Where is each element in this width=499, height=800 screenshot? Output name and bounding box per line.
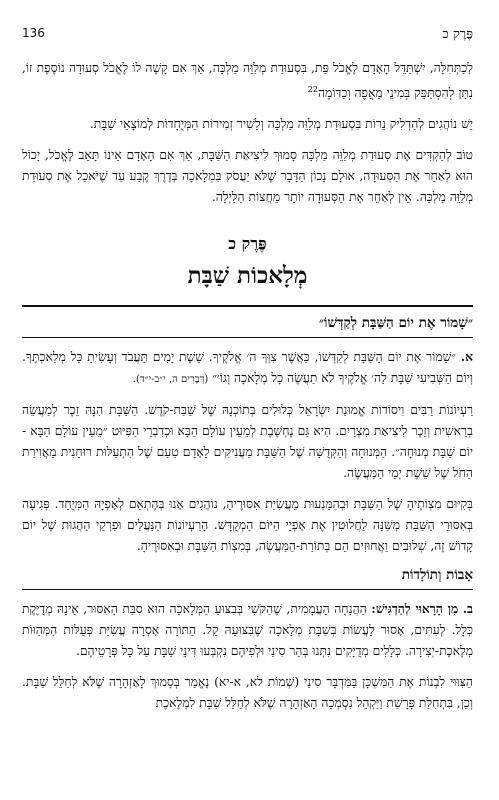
body-paragraph: בְּקִיּוּם מִצְוֹתֶיהָ שֶׁל הַשַּׁבָּת וּבְהִמָּנְעוּת מֵעֲשִׂיַּת אִסּוּרֶיהָ, נוֹהֲגִים אָנוּ בְּהֶתְאֵם לְאָפְיָהּ הַמְּיֻחָד. פְּגִיעָה בְּאִסּוּרֵי הַשַּׁבָּת מְשַׁנָּה לַחֲלוּטִין אֶת אָפְיֵי הַיּוֹם הַמְקֻדָּשׁ. הָרַעְיוֹנוֹת הַנַּעֲלִים וּפִרְקֵי הַהֲגוּת שֶׁל יוֹם קָדוֹשׁ זֶה, שְׁלוּבִים וַאֲחוּזִים הֵם בְּתוֹרַת-הַמַּעֲשֶׂה, בְּמִצְוֹת הַשַּׁבָּת וּבְאִסּוּרֶיהָ. xyxy=(22,497,473,554)
chapter-number: פֶּרֶק כ xyxy=(228,234,267,254)
intro-paragraph-1: לְכַתְּחִלָּה, יִשְׁתַּדֵּל הָאָדָם לֶאֱכֹל פַּת, בִּסְעוּדַת מְלַוֵּה מַלְכָּה, אַךְ אִם קָשֶׁה לוֹ לֶאֱכֹל סְעוּדָה נוֹסֶפֶת זוֹ, נִתָּן לְהִסְתַּפֵּק בְּמִינֵי מַאֲפֶה וְכַדּוֹמֶה$^{22}$ xyxy=(22,61,473,101)
page-number: 136 xyxy=(22,26,45,40)
section-divider xyxy=(22,305,473,307)
chapter-heading xyxy=(22,234,473,289)
body-paragraph: רַעְיוֹנוֹת רַבִּים וִיסוֹדוֹת אֱמוּנַת יִשְׂרָאֵל כְּלוּלִים בְּתוֹכְנָהּ שֶׁל שַׁבַּת-קֹדֶשׁ. הַשַּׁבָּת הִנָּהּ זֵכֶר לְמַעֲשֵׂה בְרֵאשִׁית וְזֵכֶר לִיצִיאַת מִצְרַיִם. הִיא גַּם נֶחְשֶׁבֶת לְמֵעֵין עוֹלָם הַבָּא וּכְדִבְרֵי הַפִּיּוּט ״מֵעֵין עוֹלָם הַבָּא - יוֹם שַׁבָּת מְנוּחָה״. הַמְּנוּחָה וְהַקְּדֻשָּׁה שֶׁל הַשַּׁבָּת מַעֲנִיקִים לָאָדָם טַעַם שֶׁל הִתְעַלּוּת רוּחָנִית מֵאֲוִירַת הַחֹל שֶׁל שֵׁשֶׁת יְמֵי הַמַּעֲשֶׂה. xyxy=(22,403,473,481)
running-header xyxy=(22,26,473,46)
paragraph-number: א. xyxy=(460,349,473,365)
page-body xyxy=(22,58,473,724)
paragraph-number: ב. xyxy=(462,601,473,617)
paragraph-alef: א. ״שָׁמוֹר אֶת יוֹם הַשַּׁבָּת לְקַדְּשׁוֹ, כַּאֲשֶׁר צִוְּךָ ה׳ אֱלֹקֶיךָ. שֵׁשֶׁת יָמִים תַּעֲבֹד וְעָשִׂיתָ כָּל מְלַאכְתֶּךָ. וְיוֹם הַשְּׁבִיעִי שַׁבָּת לַה׳ אֱלֹקֶיךָ לֹא תַעֲשֶׂה כָל מְלָאכָה וְגוֹ׳״ (דְּבָרִים ה, י״ב-י״ד). xyxy=(22,349,473,386)
running-chapter-title: פֶּרֶק כ xyxy=(442,27,473,42)
intro-paragraph-2: יֵשׁ נוֹהֲגִים לְהַדְלִיק נֵרוֹת בִּסְעוּדַת מְלַוֵּה מַלְכָּה וְלָשִׁיר זְמִירוֹת הַמְּיֻחָדוֹת לְמוֹצָאֵי שַׁבָּת. xyxy=(89,117,473,132)
paragraph-lead: מִן הָרָאוּי לְהַדְגִּישׁ: xyxy=(371,601,459,617)
intro-paragraph-3: טוֹב לְהַקְדִּים אֶת סְעוּדַת מְלַוֵּה מַלְכָּה סָמוּךְ לִיצִיאַת הַשַּׁבָּת, אַךְ אִם הָאָדָם אֵינוֹ תָּאֵב לֶאֱכֹל, יָכוֹל הוּא לְאַחֵר אֶת הַסְּעוּדָה, אוּלָם נָכוֹן הַדָּבָר שֶׁלֹּא יַעֲסֹק בִּמְלָאכָה בְּדֶרֶךְ קֶבַע עַד שֶׁיֹּאכַל אֶת סְעוּדַת מְלַוֵּה מַלְכָּה. אֵין לְאַחֵר אֶת הַסְּעוּדָה יוֹתֵר מֵחֲצוֹת הַלַּיְלָה. xyxy=(22,148,473,205)
section-rule xyxy=(22,337,473,338)
verse-source: (דְּבָרִים ה, י״ב-י״ד). xyxy=(132,374,209,386)
footnote-marker[interactable]: 22 xyxy=(307,85,318,94)
section-rule xyxy=(22,589,473,590)
section-title-shamor: ״שָׁמוֹר אֶת יוֹם הַשַּׁבָּת לְקַדְּשׁוֹ״ xyxy=(318,315,473,332)
section-title-avot: אָבוֹת וְתוֹלָדוֹת xyxy=(401,567,473,584)
paragraph-bet: ב. מִן הָרָאוּי לְהַדְגִּישׁ: הַהֲנָחָה הָעֲמָמִית, שֶׁהַקֹּשִׁי בְּבִצּוּעַ הַמְּלָאכָה הוּא סִבַּת הָאִסּוּר, אֵינָהּ מְדֻיֶּקֶת כְּלָל. לְעִתִּים, אָסוּר לַעֲשׂוֹת בְּשַׁבָּת מְלָאכָה שֶׁבִּצּוּעָהּ קַל. הַתּוֹרָה אָסְרָה עֲשִׂיַּת פְּעֻלּוֹת הַמְּהַוּוֹת מְלֶאכֶת-יְצִירָה. כְּלָלִים מְדֻיָּקִים נִתְּנוּ בְּהַר סִינַי וּלְפִיהֶם נִקְבְּעוּ דִּינֵי שַׁבָּת עַל כָּל פְּרָטֵיהֶם. xyxy=(22,601,473,659)
chapter-title: מְלָאכוֹת שַׁבָּת xyxy=(187,262,308,290)
body-paragraph: הַצִּוּוּי לִבְנוֹת אֶת הַמִּשְׁכָּן בַּמִּדְבָּר סִינַי (שְׁמוֹת לא, א-יא) נֶאֱמַר בְּסָמוּךְ לָאַזְהָרָה שֶׁלֹּא לְחַלֵּל שַׁבָּת. וְכֵן, בִּתְחִלַּת פָּרָשַׁת וַיַּקְהֵל נִסְמְכָה הָאַזְהָרָה שֶׁלֹּא לְחַלֵּל שַׁבָּת לִמְלֶאכֶת xyxy=(22,675,473,711)
